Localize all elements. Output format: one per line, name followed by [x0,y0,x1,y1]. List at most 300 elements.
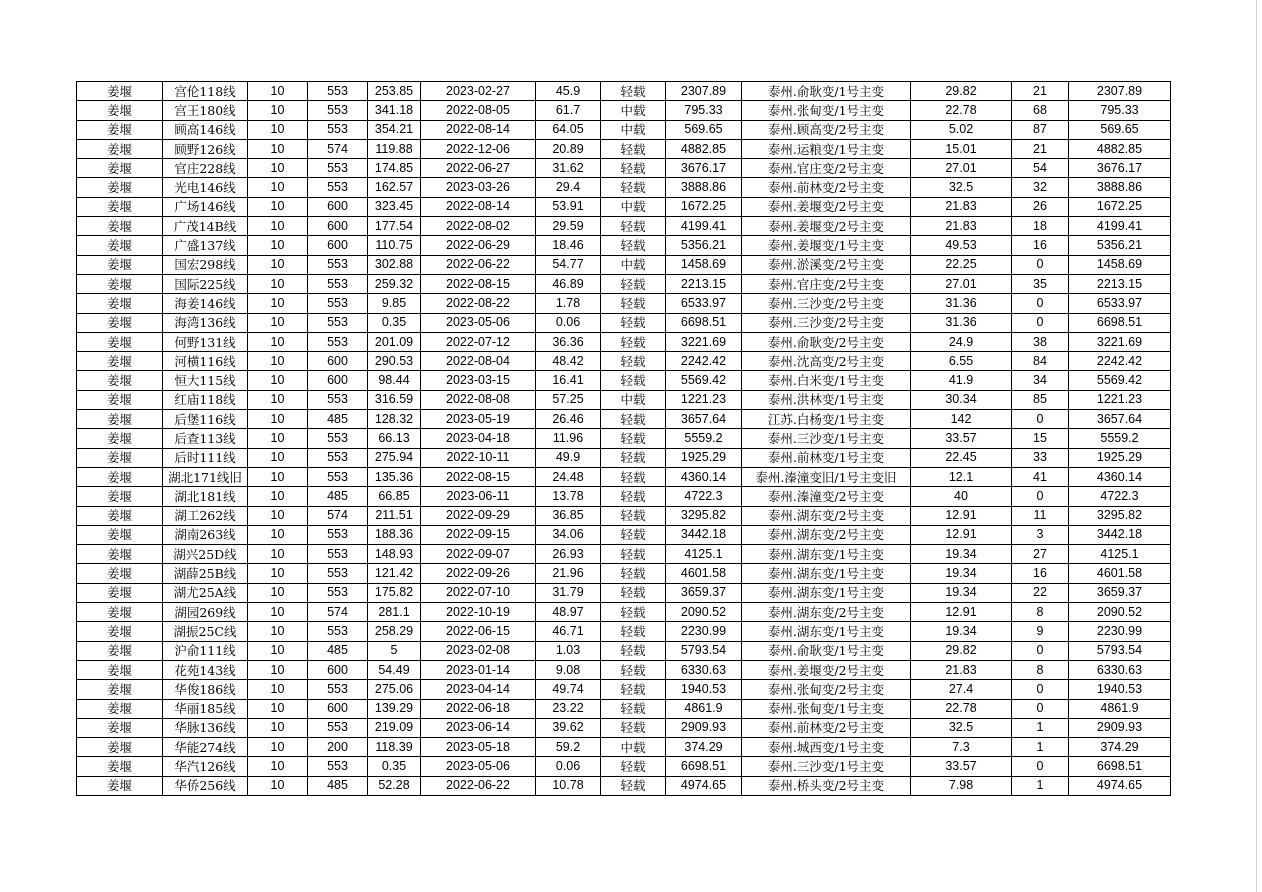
cell-rated: 574 [308,603,368,622]
cell-main-rate: 6.55 [911,352,1012,371]
cell-current: 275.06 [368,680,421,699]
cell-count: 87 [1012,120,1069,139]
cell-load-rate: 9.08 [536,660,601,679]
cell-capacity: 2213.15 [666,274,742,293]
table-row [77,120,1171,139]
cell-load-rate: 13.78 [536,487,601,506]
cell-load-level: 轻载 [601,82,666,101]
cell-line: 红庙118线 [163,390,248,409]
cell-date: 2023-04-14 [421,680,536,699]
cell-capacity: 2307.89 [666,82,742,101]
cell-capacity: 4882.85 [666,139,742,158]
cell-date: 2022-09-15 [421,525,536,544]
cell-district: 姜堰 [77,641,163,660]
cell-date: 2022-10-11 [421,448,536,467]
cell-load-rate: 26.93 [536,545,601,564]
cell-count: 35 [1012,274,1069,293]
cell-line: 宫伦118线 [163,82,248,101]
cell-line: 恒大115线 [163,371,248,390]
cell-date: 2023-06-14 [421,718,536,737]
cell-load-level: 轻载 [601,506,666,525]
cell-capacity-repeat: 1221.23 [1069,390,1171,409]
cell-count: 38 [1012,332,1069,351]
cell-count: 21 [1012,139,1069,158]
cell-load-rate: 1.78 [536,294,601,313]
cell-current: 121.42 [368,564,421,583]
cell-load-rate: 49.9 [536,448,601,467]
cell-district: 姜堰 [77,622,163,641]
cell-substation: 泰州.俞耿变/1号主变 [742,82,911,101]
cell-main-rate: 32.5 [911,718,1012,737]
cell-voltage: 10 [248,101,308,120]
cell-date: 2022-07-12 [421,332,536,351]
cell-load-rate: 64.05 [536,120,601,139]
cell-count: 32 [1012,178,1069,197]
cell-date: 2022-08-05 [421,101,536,120]
cell-current: 177.54 [368,217,421,236]
cell-date: 2022-06-29 [421,236,536,255]
cell-capacity-repeat: 6330.63 [1069,660,1171,679]
cell-date: 2023-05-18 [421,738,536,757]
cell-rated: 553 [308,294,368,313]
cell-main-rate: 22.25 [911,255,1012,274]
cell-district: 姜堰 [77,776,163,795]
cell-load-level: 轻载 [601,776,666,795]
table-row [77,603,1171,622]
cell-rated: 600 [308,699,368,718]
cell-district: 姜堰 [77,680,163,699]
cell-current: 66.85 [368,487,421,506]
table-row [77,757,1171,776]
cell-rated: 600 [308,236,368,255]
cell-voltage: 10 [248,583,308,602]
cell-date: 2023-02-08 [421,641,536,660]
cell-current: 0.35 [368,313,421,332]
cell-date: 2023-03-15 [421,371,536,390]
cell-substation: 泰州.俞耿变/2号主变 [742,332,911,351]
cell-voltage: 10 [248,255,308,274]
table-row [77,101,1171,120]
cell-substation: 泰州.白米变/1号主变 [742,371,911,390]
cell-main-rate: 33.57 [911,757,1012,776]
cell-district: 姜堰 [77,545,163,564]
cell-voltage: 10 [248,294,308,313]
cell-district: 姜堰 [77,159,163,178]
cell-capacity: 3221.69 [666,332,742,351]
cell-substation: 泰州.湖东变/1号主变 [742,583,911,602]
cell-voltage: 10 [248,622,308,641]
cell-line: 顾高146线 [163,120,248,139]
cell-current: 302.88 [368,255,421,274]
cell-line: 华能274线 [163,738,248,757]
cell-substation: 泰州.三沙变/2号主变 [742,294,911,313]
cell-load-rate: 34.06 [536,525,601,544]
cell-capacity: 4125.1 [666,545,742,564]
cell-rated: 553 [308,159,368,178]
table-body [77,82,1171,796]
cell-load-level: 轻载 [601,159,666,178]
cell-load-rate: 18.46 [536,236,601,255]
cell-load-level: 轻载 [601,178,666,197]
table-row [77,776,1171,795]
cell-main-rate: 27.01 [911,159,1012,178]
cell-main-rate: 22.45 [911,448,1012,467]
cell-load-rate: 36.36 [536,332,601,351]
cell-load-level: 轻载 [601,603,666,622]
cell-date: 2022-09-07 [421,545,536,564]
cell-capacity: 1672.25 [666,197,742,216]
cell-date: 2022-08-04 [421,352,536,371]
cell-load-rate: 46.89 [536,274,601,293]
cell-count: 3 [1012,525,1069,544]
cell-substation: 泰州.湖东变/2号主变 [742,506,911,525]
cell-rated: 553 [308,101,368,120]
cell-line: 华脉136线 [163,718,248,737]
cell-district: 姜堰 [77,82,163,101]
cell-date: 2023-05-06 [421,313,536,332]
cell-current: 188.36 [368,525,421,544]
cell-count: 0 [1012,410,1069,429]
table-row [77,313,1171,332]
cell-line: 沪俞111线 [163,641,248,660]
cell-date: 2022-06-22 [421,776,536,795]
cell-rated: 553 [308,332,368,351]
cell-capacity-repeat: 3888.86 [1069,178,1171,197]
cell-main-rate: 19.34 [911,545,1012,564]
cell-line: 河横116线 [163,352,248,371]
cell-load-rate: 45.9 [536,82,601,101]
table-row [77,467,1171,486]
cell-capacity-repeat: 3221.69 [1069,332,1171,351]
cell-capacity-repeat: 4882.85 [1069,139,1171,158]
cell-load-level: 轻载 [601,680,666,699]
cell-main-rate: 22.78 [911,699,1012,718]
cell-line: 国宏298线 [163,255,248,274]
cell-substation: 泰州.湖东变/1号主变 [742,622,911,641]
cell-capacity: 6698.51 [666,313,742,332]
cell-load-rate: 48.97 [536,603,601,622]
cell-count: 8 [1012,660,1069,679]
cell-district: 姜堰 [77,738,163,757]
cell-load-level: 轻载 [601,525,666,544]
cell-capacity: 4199.41 [666,217,742,236]
cell-main-rate: 19.34 [911,622,1012,641]
cell-voltage: 10 [248,718,308,737]
cell-load-level: 轻载 [601,545,666,564]
cell-current: 162.57 [368,178,421,197]
cell-line: 湖北181线 [163,487,248,506]
cell-date: 2023-06-11 [421,487,536,506]
cell-capacity: 3657.64 [666,410,742,429]
table-row [77,410,1171,429]
cell-line: 湖兴25D线 [163,545,248,564]
table-row [77,217,1171,236]
cell-main-rate: 33.57 [911,429,1012,448]
cell-capacity: 3676.17 [666,159,742,178]
cell-capacity: 1221.23 [666,390,742,409]
cell-rated: 553 [308,313,368,332]
cell-date: 2022-07-10 [421,583,536,602]
cell-rated: 553 [308,545,368,564]
cell-capacity: 4974.65 [666,776,742,795]
cell-voltage: 10 [248,448,308,467]
cell-count: 15 [1012,429,1069,448]
cell-rated: 485 [308,410,368,429]
cell-count: 1 [1012,738,1069,757]
cell-capacity-repeat: 1672.25 [1069,197,1171,216]
cell-current: 354.21 [368,120,421,139]
table-row [77,583,1171,602]
cell-capacity-repeat: 2213.15 [1069,274,1171,293]
cell-capacity-repeat: 795.33 [1069,101,1171,120]
cell-capacity-repeat: 1458.69 [1069,255,1171,274]
cell-district: 姜堰 [77,583,163,602]
cell-district: 姜堰 [77,429,163,448]
cell-rated: 553 [308,757,368,776]
cell-line: 宫王180线 [163,101,248,120]
cell-capacity-repeat: 5569.42 [1069,371,1171,390]
table-row [77,699,1171,718]
cell-rated: 553 [308,680,368,699]
cell-substation: 泰州.洪林变/1号主变 [742,390,911,409]
cell-capacity-repeat: 4861.9 [1069,699,1171,718]
cell-count: 85 [1012,390,1069,409]
cell-rated: 485 [308,776,368,795]
cell-date: 2022-06-22 [421,255,536,274]
cell-count: 0 [1012,487,1069,506]
table-row [77,622,1171,641]
cell-load-level: 轻载 [601,448,666,467]
cell-voltage: 10 [248,159,308,178]
cell-substation: 泰州.姜堰变/2号主变 [742,217,911,236]
cell-capacity: 795.33 [666,101,742,120]
cell-load-level: 轻载 [601,718,666,737]
cell-count: 22 [1012,583,1069,602]
table-row [77,236,1171,255]
cell-current: 175.82 [368,583,421,602]
cell-main-rate: 5.02 [911,120,1012,139]
cell-substation: 泰州.前林变/1号主变 [742,448,911,467]
cell-main-rate: 31.36 [911,313,1012,332]
cell-load-level: 轻载 [601,313,666,332]
cell-district: 姜堰 [77,699,163,718]
cell-substation: 泰州.淤溪变/2号主变 [742,255,911,274]
cell-current: 52.28 [368,776,421,795]
cell-substation: 泰州.姜堰变/1号主变 [742,236,911,255]
cell-rated: 553 [308,467,368,486]
table-row [77,525,1171,544]
cell-district: 姜堰 [77,603,163,622]
cell-line: 顾野126线 [163,139,248,158]
cell-capacity: 5356.21 [666,236,742,255]
table-row [77,197,1171,216]
cell-rated: 553 [308,178,368,197]
cell-voltage: 10 [248,641,308,660]
cell-load-rate: 29.4 [536,178,601,197]
table-row [77,82,1171,101]
cell-load-rate: 36.85 [536,506,601,525]
cell-count: 8 [1012,603,1069,622]
cell-load-level: 轻载 [601,410,666,429]
cell-rated: 553 [308,274,368,293]
cell-capacity-repeat: 374.29 [1069,738,1171,757]
cell-rated: 553 [308,622,368,641]
cell-current: 66.13 [368,429,421,448]
table-row [77,294,1171,313]
cell-load-rate: 48.42 [536,352,601,371]
cell-line: 官庄228线 [163,159,248,178]
cell-line: 湖薛25B线 [163,564,248,583]
table-row [77,429,1171,448]
cell-line: 光电146线 [163,178,248,197]
cell-load-rate: 54.77 [536,255,601,274]
cell-substation: 泰州.俞耿变/1号主变 [742,641,911,660]
cell-current: 258.29 [368,622,421,641]
cell-date: 2022-08-15 [421,467,536,486]
cell-date: 2022-08-22 [421,294,536,313]
cell-district: 姜堰 [77,139,163,158]
cell-capacity-repeat: 3676.17 [1069,159,1171,178]
cell-capacity: 6330.63 [666,660,742,679]
table-row [77,718,1171,737]
cell-capacity: 1925.29 [666,448,742,467]
cell-district: 姜堰 [77,410,163,429]
cell-current: 341.18 [368,101,421,120]
cell-district: 姜堰 [77,274,163,293]
table-row [77,178,1171,197]
cell-line: 华汽126线 [163,757,248,776]
data-table [76,81,1171,796]
cell-load-level: 中载 [601,120,666,139]
cell-district: 姜堰 [77,564,163,583]
cell-current: 128.32 [368,410,421,429]
table-row [77,487,1171,506]
cell-current: 259.32 [368,274,421,293]
cell-load-rate: 21.96 [536,564,601,583]
cell-district: 姜堰 [77,467,163,486]
cell-capacity-repeat: 569.65 [1069,120,1171,139]
cell-date: 2023-05-06 [421,757,536,776]
cell-rated: 600 [308,371,368,390]
table-row [77,139,1171,158]
cell-voltage: 10 [248,660,308,679]
cell-substation: 泰州.张甸变/2号主变 [742,680,911,699]
cell-capacity: 5793.54 [666,641,742,660]
cell-date: 2022-06-18 [421,699,536,718]
cell-main-rate: 21.83 [911,660,1012,679]
cell-current: 316.59 [368,390,421,409]
cell-capacity: 4360.14 [666,467,742,486]
cell-substation: 泰州.湖东变/2号主变 [742,603,911,622]
table-row [77,680,1171,699]
cell-load-rate: 0.06 [536,313,601,332]
cell-date: 2023-02-27 [421,82,536,101]
cell-capacity-repeat: 2242.42 [1069,352,1171,371]
cell-district: 姜堰 [77,506,163,525]
cell-count: 84 [1012,352,1069,371]
cell-rated: 574 [308,506,368,525]
cell-current: 219.09 [368,718,421,737]
cell-voltage: 10 [248,390,308,409]
cell-substation: 泰州.湖东变/2号主变 [742,525,911,544]
cell-capacity: 4601.58 [666,564,742,583]
cell-capacity-repeat: 4360.14 [1069,467,1171,486]
cell-voltage: 10 [248,776,308,795]
cell-current: 148.93 [368,545,421,564]
cell-voltage: 10 [248,120,308,139]
cell-date: 2023-04-18 [421,429,536,448]
cell-capacity: 4722.3 [666,487,742,506]
cell-rated: 553 [308,390,368,409]
cell-load-rate: 29.59 [536,217,601,236]
cell-district: 姜堰 [77,487,163,506]
table-row [77,390,1171,409]
cell-rated: 485 [308,641,368,660]
cell-capacity: 1458.69 [666,255,742,274]
cell-load-level: 轻载 [601,487,666,506]
cell-voltage: 10 [248,429,308,448]
cell-rated: 553 [308,525,368,544]
cell-substation: 泰州.官庄变/2号主变 [742,159,911,178]
cell-load-level: 轻载 [601,236,666,255]
cell-substation: 泰州.前林变/2号主变 [742,718,911,737]
cell-count: 0 [1012,313,1069,332]
cell-rated: 553 [308,448,368,467]
cell-load-rate: 59.2 [536,738,601,757]
cell-voltage: 10 [248,197,308,216]
cell-main-rate: 12.91 [911,603,1012,622]
cell-load-level: 轻载 [601,622,666,641]
cell-count: 27 [1012,545,1069,564]
cell-capacity-repeat: 4722.3 [1069,487,1171,506]
cell-voltage: 10 [248,139,308,158]
cell-voltage: 10 [248,236,308,255]
cell-date: 2022-10-19 [421,603,536,622]
cell-count: 0 [1012,641,1069,660]
cell-main-rate: 30.34 [911,390,1012,409]
cell-current: 323.45 [368,197,421,216]
cell-date: 2023-05-19 [421,410,536,429]
cell-line: 广盛137线 [163,236,248,255]
cell-rated: 600 [308,660,368,679]
cell-date: 2022-06-15 [421,622,536,641]
table-row [77,255,1171,274]
cell-district: 姜堰 [77,757,163,776]
cell-count: 0 [1012,757,1069,776]
cell-current: 9.85 [368,294,421,313]
table-row [77,738,1171,757]
cell-main-rate: 12.91 [911,525,1012,544]
cell-main-rate: 40 [911,487,1012,506]
cell-load-rate: 57.25 [536,390,601,409]
cell-capacity-repeat: 2909.93 [1069,718,1171,737]
cell-date: 2022-08-14 [421,197,536,216]
cell-current: 281.1 [368,603,421,622]
cell-load-level: 轻载 [601,274,666,293]
cell-substation: 泰州.前林变/2号主变 [742,178,911,197]
cell-load-level: 轻载 [601,641,666,660]
cell-line: 花苑143线 [163,660,248,679]
cell-load-rate: 31.62 [536,159,601,178]
cell-current: 275.94 [368,448,421,467]
cell-line: 华俊186线 [163,680,248,699]
table-row [77,352,1171,371]
cell-substation: 泰州.城西变/1号主变 [742,738,911,757]
cell-district: 姜堰 [77,448,163,467]
table-row [77,274,1171,293]
cell-main-rate: 31.36 [911,294,1012,313]
cell-district: 姜堰 [77,178,163,197]
